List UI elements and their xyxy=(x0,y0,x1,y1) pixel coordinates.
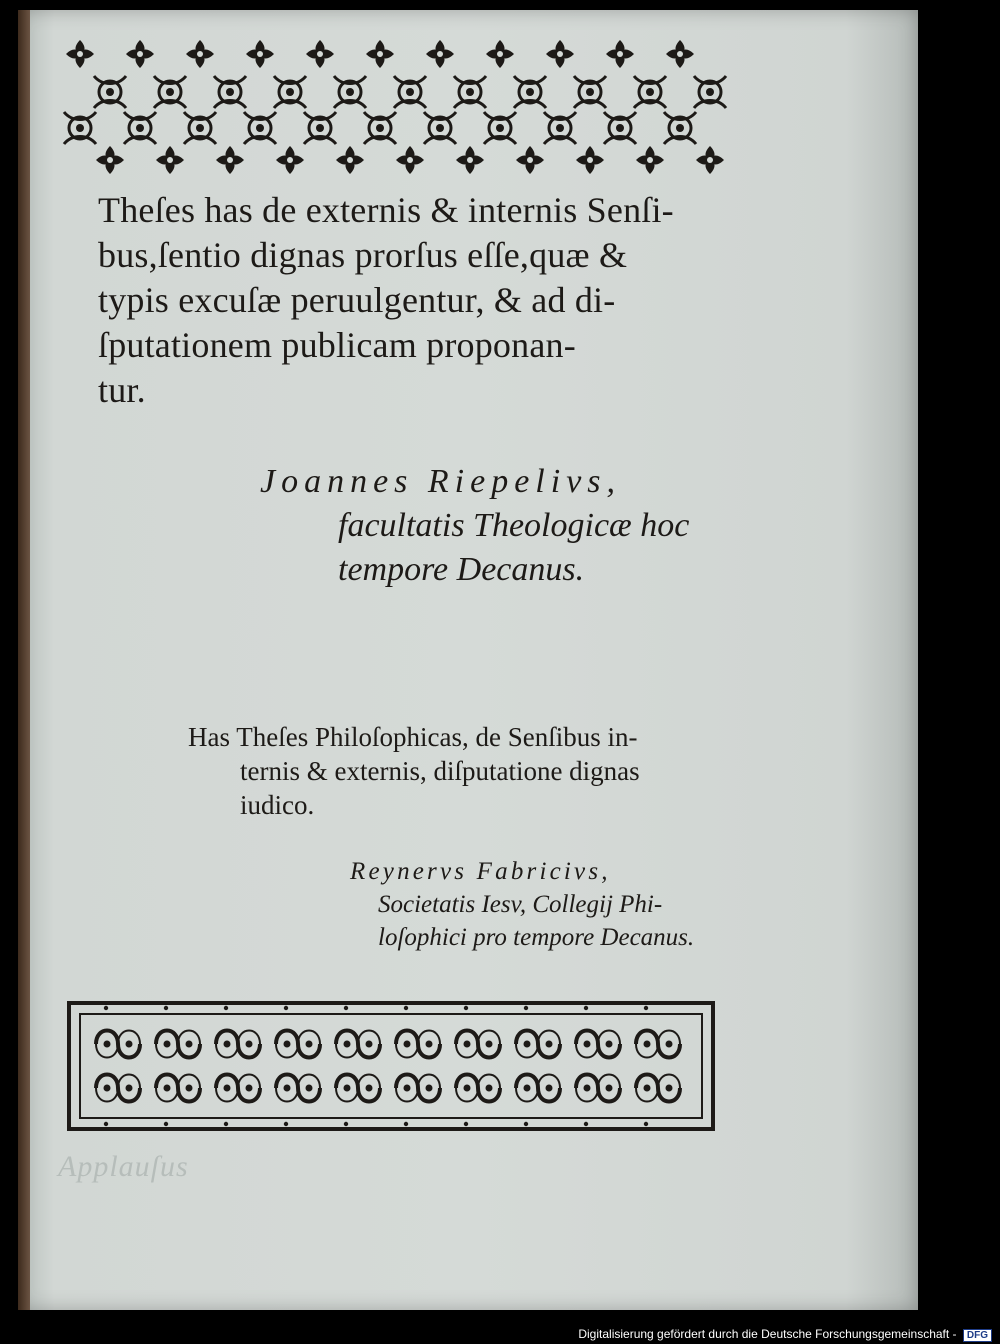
text-line: ternis & externis, diſputatione dignas xyxy=(240,756,640,786)
signature-title-line: facultatis Theologicæ hoc xyxy=(338,507,690,544)
text-line: Theſes has de externis & internis Senſi- xyxy=(98,190,674,230)
frame-dots xyxy=(104,1006,648,1126)
text-line: ſputationem publicam proponan- xyxy=(98,325,576,365)
ornament-row-top xyxy=(66,40,694,68)
signature-riepelius xyxy=(260,460,780,592)
scroll-pattern xyxy=(96,1031,680,1102)
footer-text: Digitalisierung gefördert durch die Deutsche Forschungsgemeinschaft - xyxy=(578,1327,957,1341)
text-line: Has Theſes Philoſophicas, de Senſibus in- xyxy=(188,722,638,752)
signature-fabricius xyxy=(348,855,768,954)
ornament-row-bottom xyxy=(96,146,724,174)
ornament-row-middle xyxy=(64,76,726,144)
text-line: typis excuſæ peruulgentur, & ad di- xyxy=(98,280,616,320)
signature-name: Reynervs Fabricivs, xyxy=(350,858,611,885)
top-ornament xyxy=(54,32,728,174)
bleed-through-text: Applauſus xyxy=(58,1150,189,1183)
book-page xyxy=(18,10,918,1310)
approval-paragraph-theology xyxy=(98,188,748,413)
text-line: tur. xyxy=(98,370,146,410)
dfg-logo: DFG xyxy=(963,1329,992,1342)
signature-title-line: Societatis Iesv, Collegij Phi- xyxy=(378,891,663,918)
bottom-ornament xyxy=(66,1000,716,1132)
signature-title-line: loſophici pro tempore Decanus. xyxy=(378,924,695,951)
text-line: iudico. xyxy=(240,790,315,820)
signature-title-line: tempore Decanus. xyxy=(338,551,585,588)
approval-paragraph-philosophy xyxy=(188,720,748,822)
text-line: bus,ſentio dignas prorſus eſſe,quæ & xyxy=(98,235,628,275)
signature-name: Joannes Riepelivs, xyxy=(260,463,622,500)
digitization-footer xyxy=(578,1327,992,1342)
page-binding-edge xyxy=(18,10,30,1310)
